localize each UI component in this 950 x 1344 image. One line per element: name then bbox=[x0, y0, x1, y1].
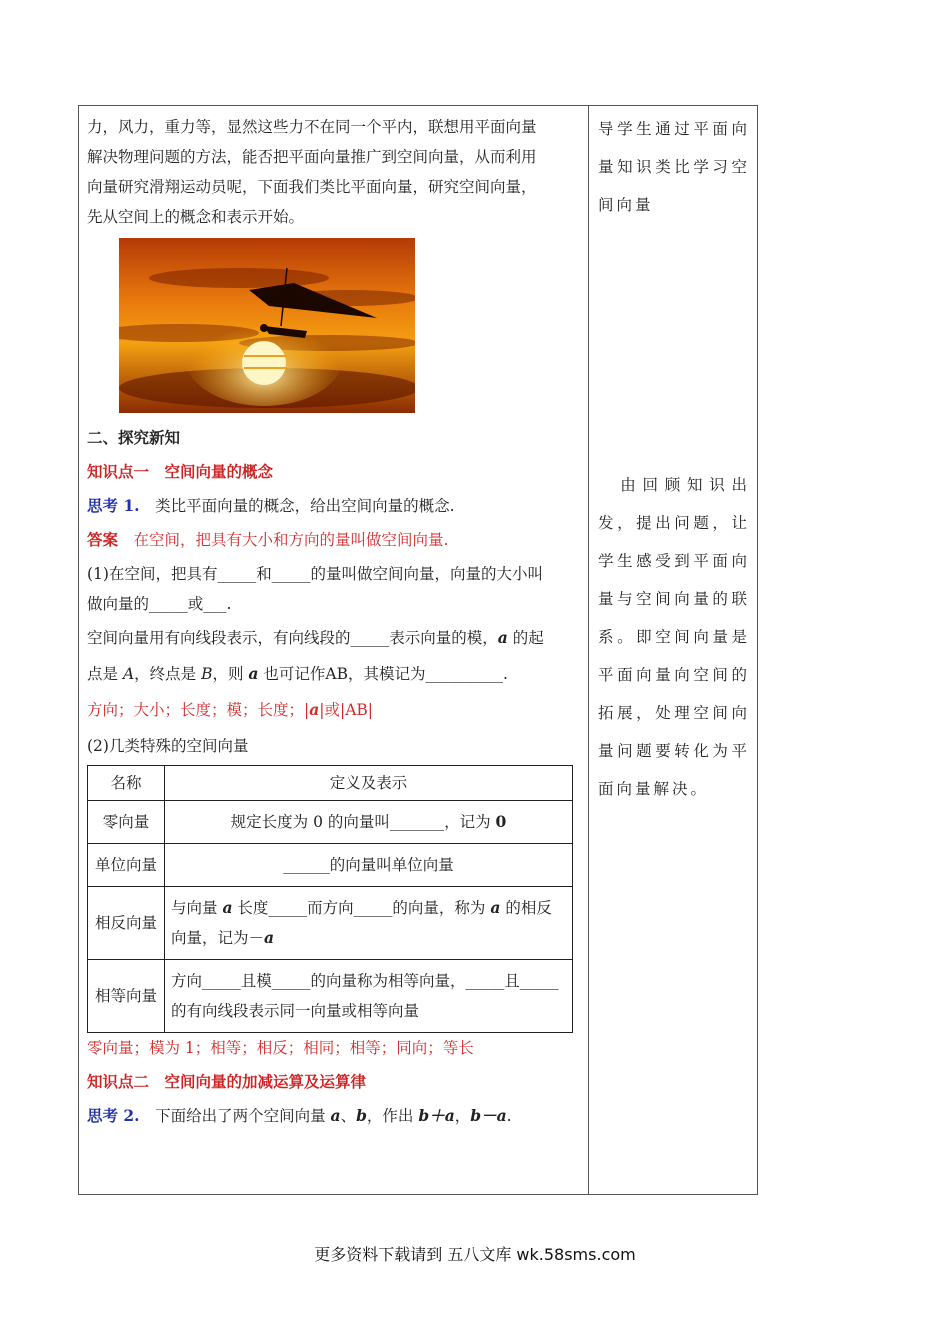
text-run: 、 bbox=[340, 1107, 357, 1125]
table-header-name: 名称 bbox=[88, 766, 165, 801]
text-run: . bbox=[506, 1107, 512, 1125]
text-run: 点是 bbox=[87, 665, 123, 683]
fill-blank-1-cont: 做向量的_____或___. bbox=[87, 595, 232, 613]
vector-a-symbol: a bbox=[490, 898, 501, 917]
knowledge-point-1-title: 知识点一 空间向量的概念 bbox=[87, 462, 274, 481]
vector-b-symbol: b bbox=[356, 1106, 367, 1125]
row-name: 相等向量 bbox=[88, 960, 165, 1033]
text-run: ， bbox=[454, 1107, 471, 1125]
vector-a-symbol: a bbox=[222, 898, 233, 917]
answer-text: 在空间，把具有大小和方向的量叫做空间向量. bbox=[118, 531, 449, 549]
hang-glider-sunset-image bbox=[119, 238, 415, 413]
text-run: 也可记作AB，其模记为__________. bbox=[258, 665, 508, 683]
think-1-label: 思考 1. bbox=[87, 496, 140, 515]
zero-vector-symbol: 0 bbox=[495, 812, 507, 831]
fill-blank-2-cont bbox=[87, 659, 581, 689]
side-note-2-text: 由回顾知识出发，提出问题，让学生感受到平面向量与空间向量的联系。即空间向量是平面向量向空间的拓展，处理空间向量问题要转化为平面向量解决。 bbox=[598, 476, 750, 798]
text-run: 下面给出了两个空间向量 bbox=[139, 1107, 331, 1125]
expression-b-plus-a: b＋a bbox=[418, 1106, 455, 1125]
side-note-2 bbox=[598, 466, 750, 808]
fill-blank-1: (1)在空间，把具有_____和_____的量叫做空间向量，向量的大小叫 bbox=[87, 565, 543, 583]
fill-blank-2 bbox=[87, 623, 581, 653]
special-vectors-table bbox=[87, 765, 573, 1033]
text-run: 的相反向量，记为－ bbox=[171, 899, 552, 947]
row-definition bbox=[165, 801, 573, 844]
intro-line: 向量研究滑翔运动员呢，下面我们类比平面向量，研究空间向量， bbox=[87, 178, 537, 196]
section-title: 二、探究新知 bbox=[87, 428, 181, 447]
table-row bbox=[88, 887, 573, 960]
table-answer: 零向量；模为 1；相等；相反；相同；相等；同向；等长 bbox=[87, 1039, 474, 1057]
row-name: 零向量 bbox=[88, 801, 165, 844]
text-run: 的起 bbox=[507, 629, 544, 647]
row-definition bbox=[165, 887, 573, 960]
main-column bbox=[87, 112, 581, 1131]
footer-download-link[interactable]: 更多资料下载请到 五八文库 wk.58sms.com bbox=[314, 1245, 636, 1264]
column-divider bbox=[588, 105, 589, 1195]
special-vectors-title: (2)几类特殊的空间向量 bbox=[87, 737, 249, 755]
answer-1 bbox=[87, 525, 581, 555]
think-1 bbox=[87, 491, 581, 521]
table-row bbox=[88, 844, 573, 887]
intro-line: 先从空间上的概念和表示开始。 bbox=[87, 208, 305, 226]
answer-label: 答案 bbox=[87, 530, 119, 549]
expression-b-minus-a: b－a bbox=[470, 1106, 507, 1125]
row-definition: ______的向量叫单位向量 bbox=[165, 844, 573, 887]
text-run: |或|AB| bbox=[319, 701, 374, 719]
answer-2 bbox=[87, 695, 581, 725]
side-note-1-text: 导学生通过平面向量知识类比学习空间向量 bbox=[598, 120, 750, 214]
text-run: 方向；大小；长度；模；长度；| bbox=[87, 701, 310, 719]
text-run: 长度_____而方向_____的向量，称为 bbox=[232, 899, 491, 917]
intro-line: 力，风力，重力等，显然这些力不在同一个平内，联想用平面向量 bbox=[87, 118, 537, 136]
text-run: ，作出 bbox=[366, 1107, 419, 1125]
vector-a-symbol: a bbox=[264, 928, 275, 947]
vector-a-symbol: a bbox=[330, 1106, 341, 1125]
text-run: ，则 bbox=[212, 665, 249, 683]
table-header-definition: 定义及表示 bbox=[165, 766, 573, 801]
think-2-label: 思考 2. bbox=[87, 1106, 140, 1125]
table-row bbox=[88, 801, 573, 844]
row-name: 相反向量 bbox=[88, 887, 165, 960]
point-b-symbol: B bbox=[201, 665, 213, 683]
vector-a-symbol: a bbox=[497, 628, 508, 647]
row-name: 单位向量 bbox=[88, 844, 165, 887]
text-run: 规定长度为 0 的向量叫_______，记为 bbox=[230, 813, 496, 831]
text-run: 与向量 bbox=[171, 899, 223, 917]
think-1-text: 类比平面向量的概念，给出空间向量的概念. bbox=[139, 497, 455, 515]
knowledge-point-2-title: 知识点二 空间向量的加减运算及运算律 bbox=[87, 1072, 367, 1091]
table-row bbox=[88, 960, 573, 1033]
vector-a-symbol: a bbox=[309, 700, 320, 719]
row-definition: 方向_____且模_____的向量称为相等向量，_____且_____的有向线段表示同一向量或相等向量 bbox=[165, 960, 573, 1033]
side-note-1 bbox=[598, 110, 750, 224]
point-a-symbol: A bbox=[122, 665, 135, 683]
vector-a-symbol: a bbox=[248, 664, 259, 683]
table-header-row bbox=[88, 766, 573, 801]
text-run: ，终点是 bbox=[134, 665, 202, 683]
intro-line: 解决物理问题的方法，能否把平面向量推广到空间向量，从而利用 bbox=[87, 148, 537, 166]
text-run: 空间向量用有向线段表示，有向线段的_____表示向量的模， bbox=[87, 629, 498, 647]
think-2 bbox=[87, 1101, 581, 1131]
